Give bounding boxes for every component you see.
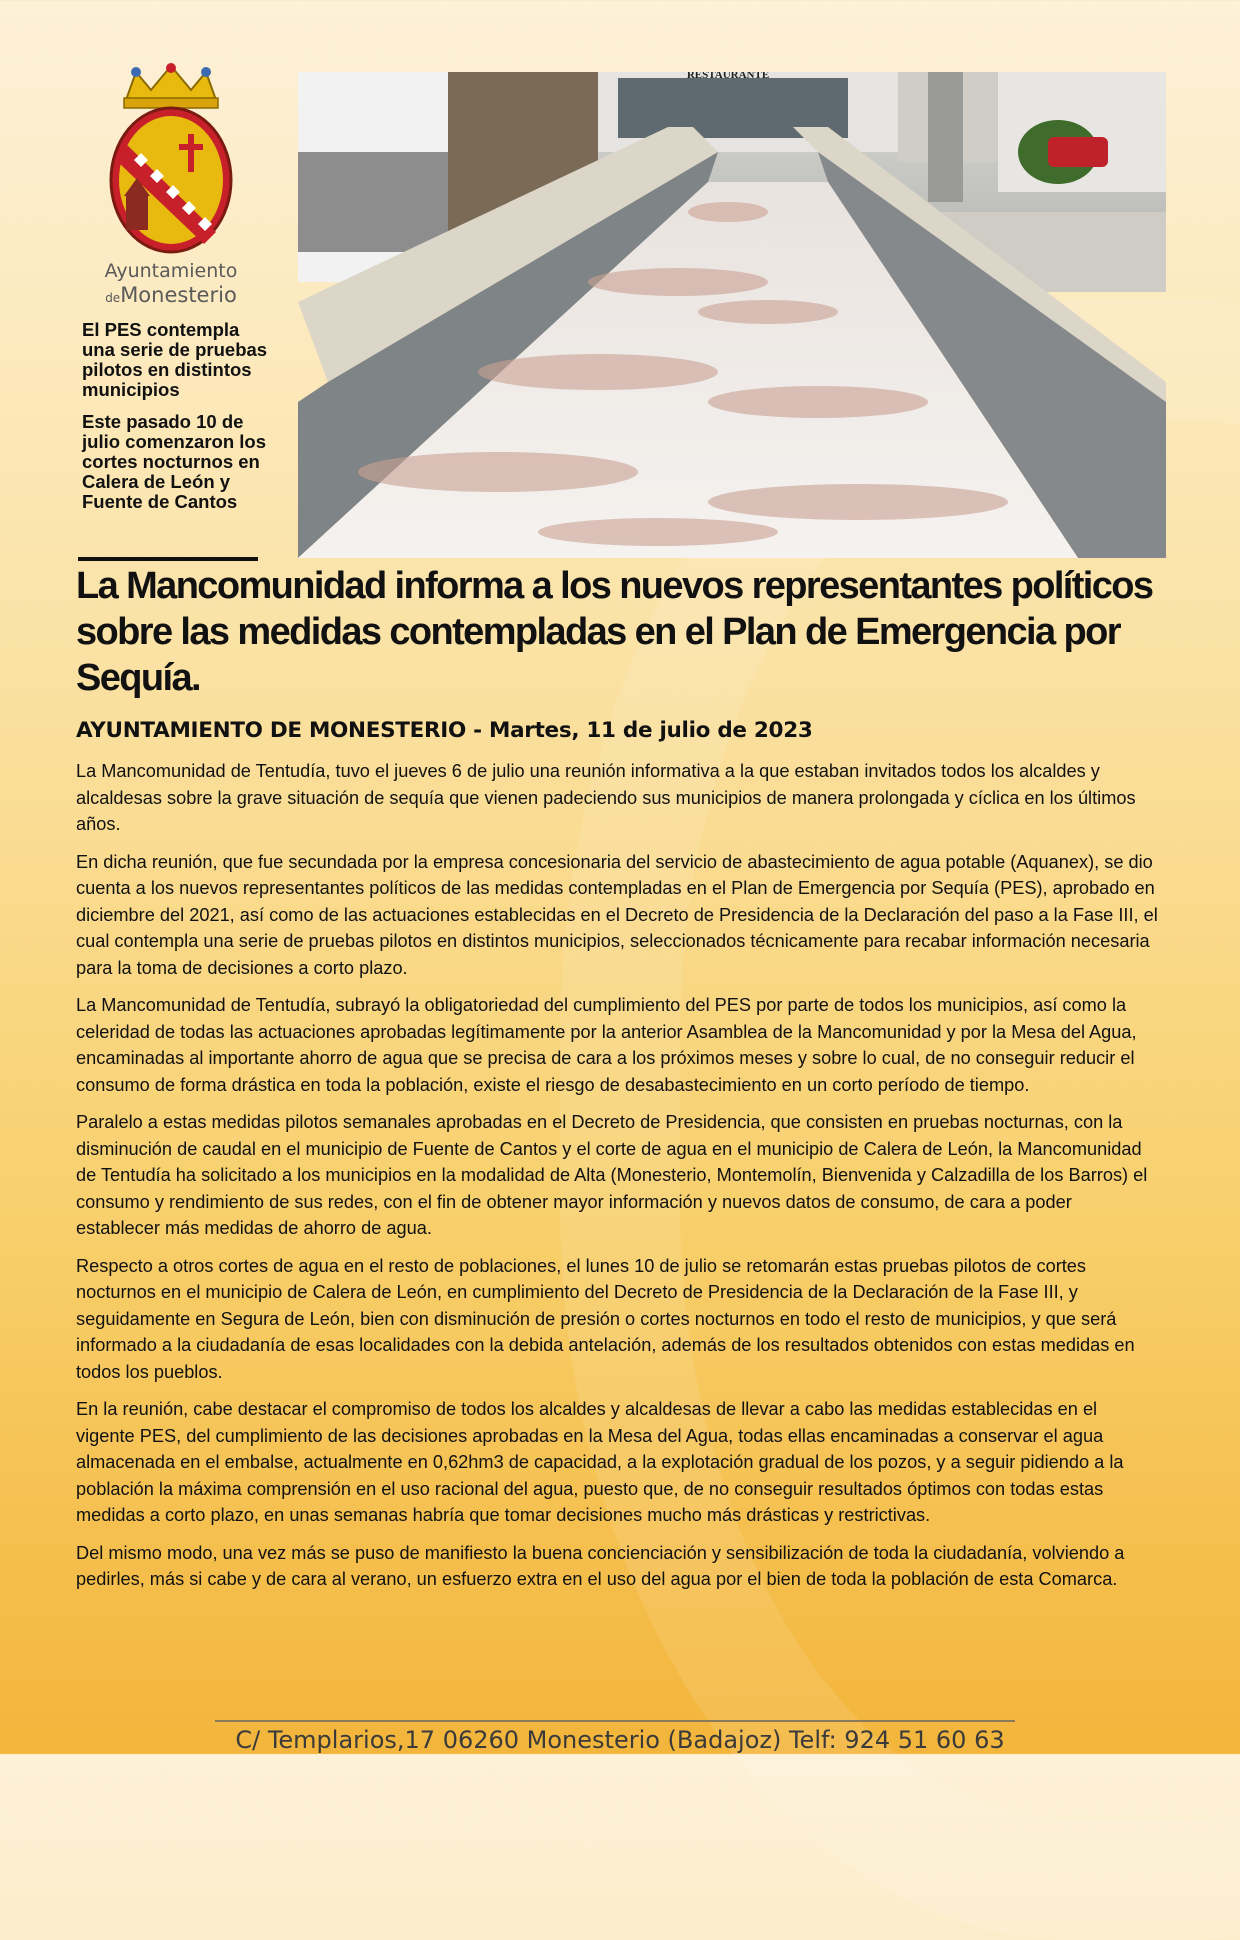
article-paragraph: La Mancomunidad de Tentudía, subrayó la obligatoriedad del cumplimiento del PES por parte de todos los municipios, así como la celeridad de todas las actuaciones aprobadas legítimamente por la anterior Asamblea de la Mancomunidad y por la Mesa del Agua, encaminadas al importante ahorro de agua que se precisa de cara a los próximos meses y sobre lo cual, de no conseguir reducir el consumo de forma drástica en toda la población, existe el riesgo de desabastecimiento en un corto período de tiempo. (76, 995, 1137, 1095)
article-headline: La Mancomunidad informa a los nuevos representantes políticos sobre las medidas contempladas en el Plan de Emergencia por Sequía. (76, 565, 1153, 699)
article-paragraph: En la reunión, cabe destacar el compromiso de todos los alcaldes y alcaldesas de llevar a cabo las medidas establecidas en el vigente PES, del cumplimiento de las decisiones aprobadas en la Mesa del Agua, todas ellas encaminadas a conservar el agua almacenada en el embalse, actualmente en 0,62hm3 de capacidad, a la explotación gradual de los pozos, y a seguir pidiendo a la población la máxima comprensión en el uso racional del agua, puesto que, de no conseguir resultados óptimos con todas estas medidas a corto plazo, en unas semanas habría que tomar decisiones mucho más drásticas y restrictivas. (76, 1399, 1124, 1525)
article-paragraph: Paralelo a estas medidas pilotos semanales aprobadas en el Decreto de Presidencia, que consisten en pruebas nocturnas, con la disminución de caudal en el municipio de Fuente de Cantos y el corte de agua en el municipio de Calera de León, la Mancomunidad de Tentudía ha solicitado a los municipios en la modalidad de Alta (Monesterio, Montemolín, Bienvenida y Calzadilla de los Barros) el consumo y rendimiento de sus redes, con el fin de obtener mayor información y nuevos datos de consumo, de cara a poder establecer más medidas de ahorro de agua. (76, 1112, 1148, 1238)
headline-rule (78, 557, 258, 561)
side-note: El PES contempla una serie de pruebas pilotos en distintos municipios (82, 319, 268, 400)
footer-rule (215, 1720, 1015, 1722)
side-notes (82, 320, 272, 524)
footer-address: C/ Templarios,17 06260 Monesterio (Badajoz) Telf: 924 51 60 63 (235, 1726, 1005, 1754)
coat-of-arms-icon (96, 62, 246, 257)
dry-fountain-photo (298, 72, 1166, 558)
article-body (76, 758, 1158, 1604)
photo-sign-restaurante: RESTAURANTE (686, 72, 770, 81)
article-paragraph: La Mancomunidad de Tentudía, tuvo el jueves 6 de julio una reunión informativa a la que estaban invitados todos los alcaldes y alcaldesas sobre la grave situación de sequía que vienen padeciendo sus municipios de manera prolongada y cíclica en los últimos años. (76, 761, 1136, 834)
side-note: Este pasado 10 de julio comenzaron los cortes nocturnos en Calera de León y Fuente de Cantos (82, 411, 266, 512)
article-paragraph: Respecto a otros cortes de agua en el resto de poblaciones, el lunes 10 de julio se retomarán estas pruebas pilotos de cortes nocturnos en el municipio de Calera de León, en cumplimiento del Decreto de Presidencia de la Declaración de la Fase III, y seguidamente en Segura de León, bien con disminución de presión o cortes nocturnos en todo el resto de municipios, y que será informado a la ciudadanía de esas localidades con la debida antelación, además de los resultados obtenidos con estas medidas en todos los pueblos. (76, 1255, 1135, 1382)
logo-line-1: Ayuntamiento (104, 260, 238, 282)
article-paragraph: Del mismo modo, una vez más se puso de manifiesto la buena concienciación y sensibilización de toda la ciudadanía, volviendo a pedirles, más si cabe y de cara al verano, un esfuerzo extra en el uso del agua por el bien de toda la población de esta Comarca. (76, 1542, 1125, 1589)
logo-line-2: deMonesterio (105, 283, 237, 307)
article-byline: AYUNTAMIENTO DE MONESTERIO - Martes, 11 de julio de 2023 (76, 718, 813, 743)
article-paragraph: En dicha reunión, que fue secundada por la empresa concesionaria del servicio de abastecimiento de agua potable (Aquanex), se dio cuenta a los nuevos representantes políticos de las medidas contempladas en el Plan de Emergencia por Sequía (PES), aprobado en diciembre del 2021, así como de las actuaciones establecidas en el Decreto de Presidencia de la Declaración del paso a la Fase III, el cual contempla una serie de pruebas pilotos en distintos municipios, seleccionados técnicamente para recabar información necesaria para la toma de decisiones a corto plazo. (76, 851, 1158, 978)
municipality-logo (96, 62, 246, 307)
